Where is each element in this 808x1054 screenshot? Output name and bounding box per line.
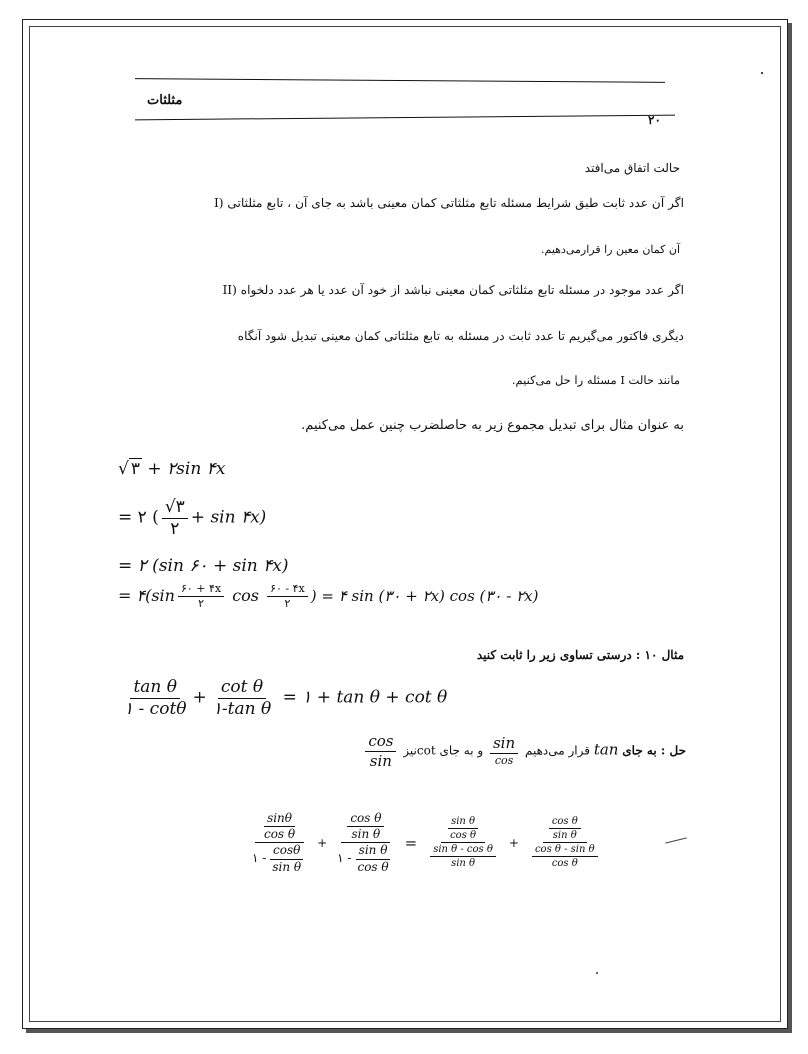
solution-text: و به جای — [439, 743, 484, 758]
fraction-numerator: cos θ — [549, 816, 581, 829]
fraction-numerator: √۳ — [162, 498, 188, 519]
paragraph-line: II) اگر عدد موجود در مسئله تابع مثلثاتی کمان معینی نباشد از خود آن عدد یا هر عدد دلخواه — [222, 283, 684, 297]
fraction-denominator — [334, 843, 397, 873]
example-label: مثال ۱۰ : درستی تساوی زیر را ثابت کنید — [476, 648, 684, 662]
fraction-numerator: sin θ — [448, 816, 478, 829]
one-minus: ۱ - — [252, 851, 267, 866]
fraction-numerator — [255, 812, 304, 843]
sqrt-sign: √ — [118, 459, 129, 479]
equation-line-4 — [118, 583, 539, 610]
fraction — [269, 844, 304, 873]
fraction — [430, 844, 496, 869]
sqrt-radicand: ۳ — [130, 459, 140, 479]
fraction — [532, 844, 598, 869]
equation-line-3: = ۲ (sin ۶۰ + sin ۴x) — [118, 556, 289, 576]
fraction-numerator — [543, 816, 587, 843]
paragraph-line: دیگری فاکتور می‌گیریم تا عدد ثابت در مسئله به تابع مثلثاتی کمان معینی تبدیل شود آنگاه — [237, 329, 684, 343]
fraction — [267, 583, 308, 610]
fraction-numerator: tan θ — [130, 678, 180, 699]
page-number: ۲۰ — [648, 113, 661, 127]
fraction-denominator: ۱-tan θ — [212, 698, 272, 719]
fraction — [365, 733, 396, 769]
fraction-denominator: ۱ - cotθ — [124, 698, 187, 719]
fraction-numerator: cosθ — [270, 844, 303, 859]
fraction-denominator: sin θ — [451, 858, 476, 870]
paragraph-line: I) اگر آن عدد ثابت طبق شرایط مسئله تابع مثلثاتی کمان معینی باشد به جای آن ، تابع مثلثاتی — [213, 196, 684, 210]
fraction-numerator: sin — [490, 735, 518, 754]
fraction-numerator: cos θ — [347, 812, 384, 827]
fraction-numerator — [341, 812, 390, 843]
fraction — [178, 583, 224, 610]
compound-fraction — [334, 812, 397, 874]
plus-sign: + — [192, 687, 207, 708]
eq4-cos: cos — [232, 586, 260, 606]
fraction-numerator: sin θ — [356, 844, 391, 859]
fraction-denominator — [526, 843, 604, 869]
solution-cot: cot — [416, 743, 436, 758]
plus-sign: + — [508, 835, 519, 850]
solution-line — [362, 733, 686, 769]
solution-text: حل : به جای — [622, 743, 686, 758]
paragraph-line: مانند حالت I مسئله را حل می‌کنیم. — [511, 373, 680, 387]
fraction-denominator: sin θ — [552, 830, 577, 842]
one-minus: ۱ - — [337, 851, 352, 866]
solution-text: قرار می‌دهیم — [524, 743, 590, 758]
equation-line-2 — [118, 498, 266, 538]
eq4-prefix: = ۴(sin — [118, 586, 175, 606]
fraction — [354, 844, 391, 873]
equation-line-1 — [118, 459, 225, 479]
fraction-numerator: sin θ - cos θ — [430, 844, 496, 857]
fraction-denominator — [424, 843, 502, 869]
fraction — [261, 812, 298, 841]
equation-line-5 — [118, 678, 447, 718]
plus-sign: + — [317, 835, 328, 850]
fraction — [447, 816, 479, 841]
fraction-numerator — [441, 816, 485, 843]
fraction-denominator: cos — [494, 753, 514, 767]
compound-fraction — [526, 816, 604, 869]
fraction-denominator: ۲ — [170, 518, 180, 539]
solution-text: نیز — [403, 743, 417, 758]
compound-fraction — [249, 812, 310, 874]
fraction-denominator: sin θ — [272, 859, 302, 874]
compound-fraction — [424, 816, 502, 869]
fraction-numerator: cot θ — [218, 678, 266, 699]
paragraph-line: آن کمان معین را قرارمی‌دهیم. — [541, 243, 680, 256]
fraction-denominator: cos θ — [357, 859, 389, 874]
fraction-denominator: cos θ — [263, 827, 296, 842]
equals-sign: = — [404, 833, 418, 852]
fraction-denominator: ۲ — [284, 597, 291, 611]
solution-tan: tan — [593, 740, 619, 759]
fraction-denominator: sin θ — [351, 827, 381, 842]
eq2-rest: + sin ۴x) — [190, 507, 267, 528]
scan-dot — [761, 72, 763, 74]
paragraph-line: حالت اتفاق می‌افتد — [584, 161, 680, 175]
equation-line-6 — [246, 812, 607, 874]
fraction-denominator: sin — [369, 751, 392, 770]
fraction — [162, 498, 188, 538]
fraction — [347, 812, 384, 841]
fraction — [549, 816, 581, 841]
fraction-numerator: cos θ - sin θ — [532, 844, 598, 857]
paragraph-line: به عنوان مثال برای تبدیل مجموع زیر به حاصلضرب چنین عمل می‌کنیم. — [301, 418, 684, 433]
fraction — [490, 735, 518, 767]
fraction-denominator: cos θ — [450, 830, 477, 842]
fraction — [121, 678, 190, 718]
fraction-numerator: ۶۰ - ۴x — [267, 583, 308, 597]
eq1-rest: + ۲sin ۴x — [147, 459, 226, 479]
fraction-denominator: ۲ — [198, 597, 204, 611]
eq2-prefix: = ۲ ( — [118, 507, 159, 528]
eq4-rest: ) = ۴ sin (۳۰ + ۲x) cos (۳۰ - ۲x) — [310, 587, 539, 606]
fraction-numerator: ۶۰ + ۴x — [178, 583, 224, 597]
fraction-numerator: sinθ — [264, 812, 295, 827]
eq5-rest: = ۱ + tan θ + cot θ — [282, 687, 448, 708]
fraction-denominator: cos θ — [551, 858, 578, 870]
chapter-title: مثلثات — [147, 93, 183, 108]
fraction-denominator — [249, 843, 310, 873]
scan-dot — [596, 972, 598, 974]
fraction — [210, 678, 274, 718]
fraction-numerator: cos — [365, 733, 396, 752]
